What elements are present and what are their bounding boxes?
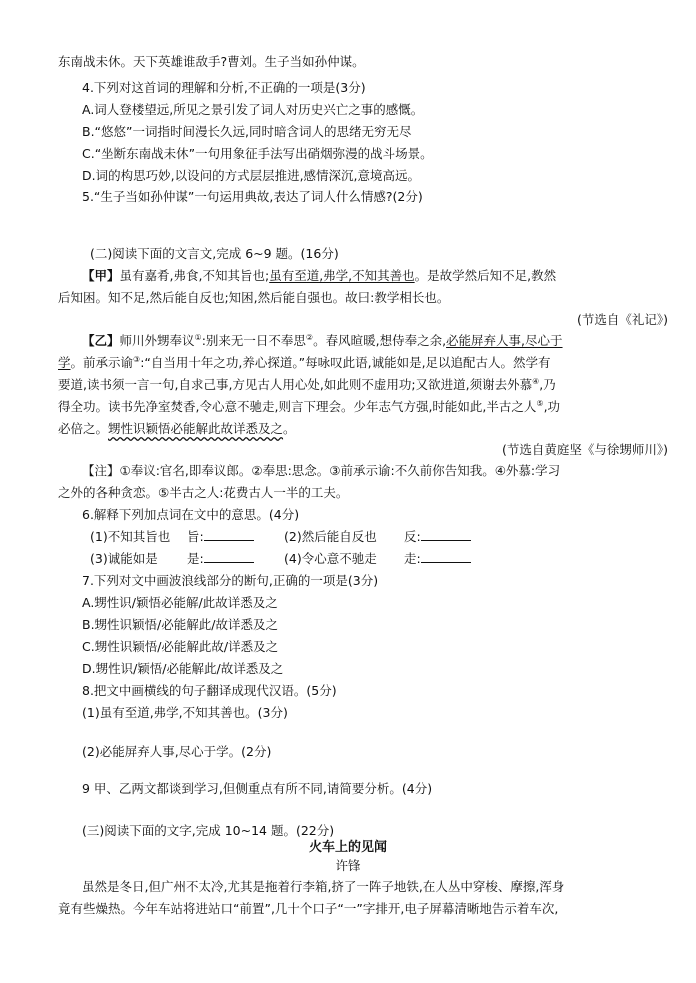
passage-jia-label: 【甲】	[82, 268, 120, 283]
story-para-line2: 竟有些燥热。今年车站将进站口“前置”,几十个口子“一”字排开,电子屏幕清晰地告示着车次,	[58, 901, 559, 916]
q7-option-c: C.甥性识颖悟/必能解此故/详悉及之	[82, 639, 279, 654]
passage-yi-line2: 学。前承示谕③:“自当用十年之功,养心探道。”每咏叹此语,诚能如是,足以追配古人。然学有	[58, 354, 551, 370]
q8-sentence-2: (2)必能屏弃人事,尽心于学。(2分)	[82, 744, 272, 759]
q4-option-a: A.词人登楼望远,所见之景引发了词人对历史兴亡之事的感慨。	[82, 102, 424, 117]
passage-jia-source: (节选自《礼记》)	[576, 312, 668, 327]
q9-stem: 9 甲、乙两文都谈到学习,但侧重点有所不同,请简要分析。(4分)	[82, 781, 433, 796]
passage-yi-line4: 得全功。读书先净室焚香,令心意不驰走,则言下理会。少年志气方强,时能如此,半古之人⑤,功	[58, 398, 561, 414]
q7-stem: 7.下列对文中画波浪线部分的断句,正确的一项是(3分)	[82, 573, 379, 588]
answer-blank[interactable]	[421, 528, 471, 541]
story-author: 许锋	[335, 858, 361, 873]
q4-option-b: B.“悠悠”一词指时间漫长久远,同时暗含词人的思绪无穷无尽	[82, 124, 412, 139]
q7-option-d: D.甥性识/颖悟/必能解此/故详悉及之	[82, 661, 284, 676]
answer-blank[interactable]	[421, 550, 471, 563]
passage-yi-source: (节选自黄庭坚《与徐甥师川》)	[501, 442, 668, 457]
q7-option-b: B.甥性识颖悟/必能解此/故详悉及之	[82, 617, 278, 632]
passage-yi-line3: 要道,读书须一言一句,自求己事,方见古人用心处,如此则不虚用功;又欲进道,须谢去外慕④,乃	[58, 376, 556, 392]
q6-item-3: (3)诚能如是	[90, 551, 158, 566]
q8-sentence-1: (1)虽有至道,弗学,不知其善也。(3分)	[82, 705, 288, 720]
q6-item-2: (2)然后能自反也	[284, 529, 377, 544]
q6-stem: 6.解释下列加点词在文中的意思。(4分)	[82, 507, 300, 522]
notes-line2: 之外的各种贪恋。⑤半古之人:花费古人一半的工夫。	[58, 485, 349, 500]
q4-option-c: C.“坐断东南战未休”一句用象征手法写出硝烟弥漫的战斗场景。	[82, 146, 433, 161]
answer-blank[interactable]	[204, 550, 254, 563]
notes-line1: 【注】①奉议:官名,即奉议郎。②奉思:思念。③前承示谕:不久前你告知我。④外慕:学习	[82, 463, 561, 478]
translate-sentence-1: 虽有至道,弗学,不知其善也	[269, 268, 415, 283]
q4-option-d: D.词的构思巧妙,以设问的方式层层推进,感情深沉,意境高远。	[82, 168, 421, 183]
q7-option-a: A.甥性识/颖悟必能解/此故详悉及之	[82, 595, 278, 610]
passage-yi-line1: 【乙】师川外甥奉议①:别来无一日不奉思②。春风暄暖,想侍奉之余,必能屏弃人事,尽心于	[82, 332, 563, 348]
q6-blank-3[interactable]: 是:	[187, 550, 254, 568]
passage-jia-line2: 后知困。知不足,然后能自反也;知困,然后能自强也。故曰:教学相长也。	[58, 290, 450, 305]
translate-sentence-2b: 学	[58, 355, 71, 370]
story-title: 火车上的见闻	[308, 840, 387, 855]
translate-sentence-2a: 必能屏弃人事,尽心于	[446, 333, 563, 348]
passage-yi-label: 【乙】	[82, 333, 120, 348]
q6-blank-2[interactable]: 反:	[404, 528, 471, 546]
passage-yi-line5: 必倍之。甥性识颖悟必能解此故详悉及之。	[58, 421, 296, 436]
answer-blank[interactable]	[204, 528, 254, 541]
q5-stem: 5.“生子当如孙仲谋”一句运用典故,表达了词人什么情感?(2分)	[82, 189, 423, 204]
q6-blank-4[interactable]: 走:	[404, 550, 471, 568]
q4-stem: 4.下列对这首词的理解和分析,不正确的一项是(3分)	[82, 80, 366, 95]
story-para-line1: 虽然是冬日,但广州不太冷,尤其是拖着行李箱,挤了一阵子地铁,在人丛中穿梭、摩擦,浑身	[82, 879, 565, 894]
poem-tail: 东南战未休。天下英雄谁敌手?曹刘。生子当如孙仲谋。	[58, 54, 365, 69]
passage-jia-line1: 【甲】虽有嘉肴,弗食,不知其旨也;虽有至道,弗学,不知其善也。是故学然后知不足,教然	[82, 268, 557, 283]
q8-stem: 8.把文中画横线的句子翻译成现代汉语。(5分)	[82, 683, 337, 698]
q6-item-4: (4)令心意不驰走	[284, 551, 377, 566]
wavy-underlined-segment: 甥性识颖悟必能解此故详悉及之	[108, 421, 284, 436]
q6-blank-1[interactable]: 旨:	[187, 528, 254, 546]
section2-heading: (二)阅读下面的文言文,完成 6~9 题。(16分)	[90, 246, 339, 261]
q6-item-1: (1)不知其旨也	[90, 529, 171, 544]
section3-heading: (三)阅读下面的文字,完成 10~14 题。(22分)	[82, 823, 335, 838]
